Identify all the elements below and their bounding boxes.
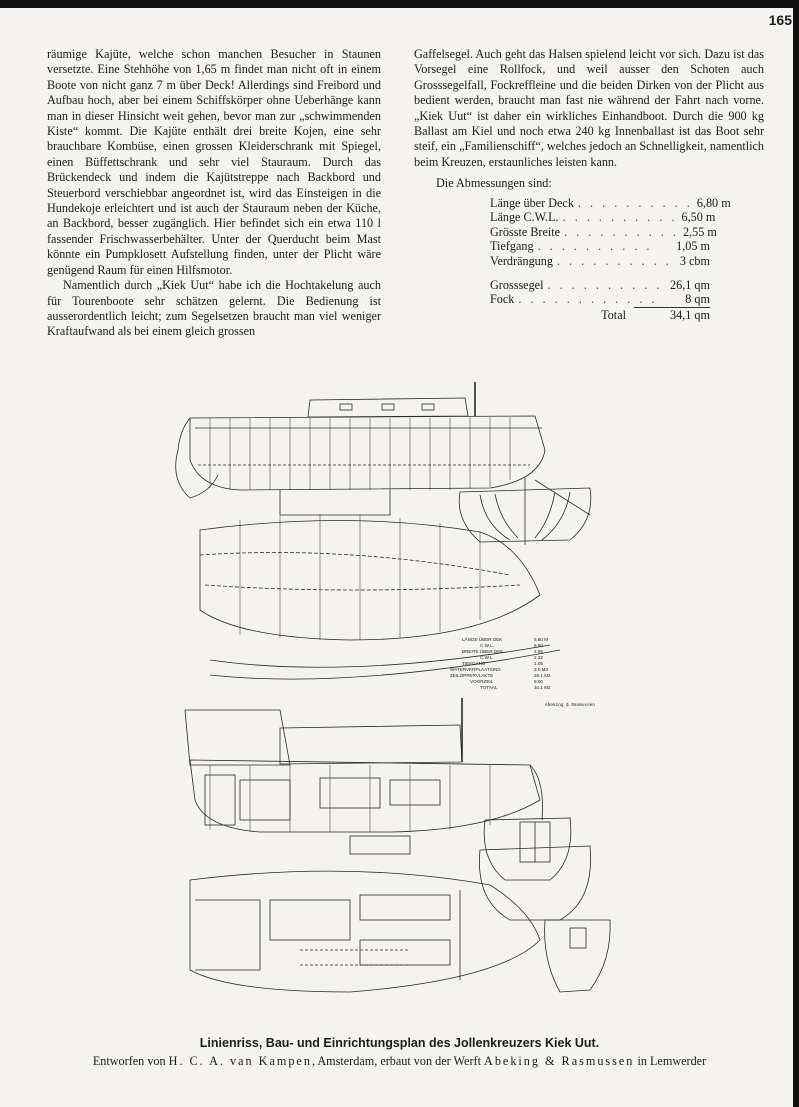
drawing-table-label: TIEFGANG bbox=[462, 661, 486, 666]
right-paragraph-1: Gaffelsegel. Auch geht das Halsen spielend leicht vor sich. Dazu ist das Vorsegel eine Rollfock, und weil ausser den Schoten auch Grosssegelfall, Fockreffleine und die beiden Dirken von der Plicht aus bedient werden, braucht man fast nie während der Fahrt nach vorne. „Kiek Uut“ ist daher ein wirkliches Einhandboot. Durch die 900 kg Ballast am Kiel und noch etwa 240 kg Innenballast ist das Boot sehr steif, ein „Familienschiff“, welches jedoch an Schnelligkeit, namentlich beim Kreuzen, erstaunliches leisten kann. bbox=[414, 47, 764, 169]
dimension-row bbox=[490, 224, 717, 240]
sail-value: 26,1 qm bbox=[670, 277, 710, 292]
leader-dots: . . . . . . . . . . bbox=[564, 224, 679, 239]
sail-row bbox=[490, 292, 710, 307]
dimension-row bbox=[490, 195, 731, 211]
leader-dots: . . . . . . . . . . bbox=[556, 254, 672, 269]
dimension-row bbox=[490, 254, 710, 269]
drawing-table-value: 26.1 M2 bbox=[534, 673, 551, 678]
left-paragraph-2: Namentlich durch „Kiek Uut“ habe ich die Hochtakelung auch für Tourenboote sehr schätzen gelernt. Die Bedienung ist ausserordentlich leicht; zum Segelsetzen braucht man viel weniger Kraftaufwand als bei einem gleich grossen bbox=[47, 278, 381, 339]
caption-designer: H. C. A. van Kampen bbox=[168, 1054, 312, 1068]
leader-dots: . . . . . . . . . . . . bbox=[518, 292, 658, 307]
drawing-data-table bbox=[450, 636, 595, 708]
dimension-label: Tiefgang bbox=[490, 239, 534, 254]
drawing-table-label: ZEILOPPERVLAKTE bbox=[450, 673, 494, 678]
drawing-table-value: 6.80 M bbox=[534, 637, 549, 642]
sail-value: 8 qm bbox=[685, 292, 710, 307]
cross-section-drawings bbox=[479, 818, 610, 992]
total-row bbox=[490, 308, 710, 323]
accommodation-plan-drawing bbox=[190, 871, 540, 992]
scan-top-border bbox=[0, 0, 799, 8]
total-value: 34,1 qm bbox=[670, 307, 710, 322]
left-text-column bbox=[47, 47, 381, 340]
dimension-value: 3 cbm bbox=[679, 254, 710, 269]
dimension-label: Länge C.W.L. bbox=[490, 210, 559, 225]
dimensions-heading: Die Abmessungen sind: bbox=[436, 176, 552, 191]
leader-dots: . . . . . . . . . . bbox=[562, 210, 678, 225]
drawing-table-value: 3.0 M3 bbox=[534, 667, 549, 672]
dimension-value: 1,05 m bbox=[676, 239, 710, 254]
drawing-table-value: 8.00 bbox=[534, 679, 543, 684]
caption-yard: Abeking & Rasmussen bbox=[484, 1054, 635, 1068]
dimension-label: Länge über Deck bbox=[490, 195, 574, 210]
drawing-table-value: 1.05 bbox=[534, 661, 543, 666]
caption-mid: , Amsterdam, erbaut von der Werft bbox=[311, 1054, 481, 1068]
right-text-column bbox=[414, 47, 764, 322]
left-paragraph-1: räumige Kajüte, welche schon manchen Besucher in Staunen versetzte. Eine Stehhöhe von 1,65 m findet man nicht oft in einem Boote von nicht ganz 7 m über Deck! Allerdings sind Freibord und Aufbau hoch, aber bei einem Schiffskörper ohne Ueberhänge kann man in dieser Hinsicht weit gehen, bevor man zur „schwimmenden Kiste“ kommt. Die Kajüte enthält drei breite Kojen, eine sehr brauchbare Kombüse, einen grossen Kleiderschrank mit Spiegel, einen Büffettschrank und sehr viel Stauraum. Durch das Brückendeck und indem die Kajütstreppe nach Backbord und Steuerbord verschiebbar angeordnet ist, wird das Einsteigen in die Hundekoje erleichtert und ist auch der Stauraum neben der Küche, an Backbord, besser zugänglich. Hier befindet sich ein etwa 110 l fassender Frischwasserbehälter. Unter der Querducht beim Mast könnte ein Pumpklosett Aufstellung finden, unter der Plicht wäre genügend Raum für einen Hilfsmotor. bbox=[47, 47, 381, 277]
leader-dots: . . . . . . . . . . bbox=[537, 239, 653, 254]
drawing-table-label: C.W.L. bbox=[480, 643, 494, 648]
scan-right-border bbox=[793, 0, 799, 1107]
total-label: Total bbox=[601, 307, 626, 322]
dimension-row bbox=[490, 239, 710, 254]
profile-drawing bbox=[176, 382, 545, 515]
dimension-label: Verdrängung bbox=[490, 254, 553, 269]
page-number: 165 bbox=[768, 12, 792, 28]
drawing-stamp: Abeking & Rasmussen bbox=[545, 703, 596, 708]
drawing-table-value: 2.32 bbox=[534, 655, 543, 660]
boat-plan-drawings bbox=[150, 380, 650, 1020]
drawing-table-value: 6.50 bbox=[534, 643, 543, 648]
caption-prefix: Entworfen von bbox=[92, 1054, 166, 1068]
dimension-row bbox=[490, 210, 716, 225]
drawing-table-label: VOORZEIL bbox=[470, 679, 494, 684]
construction-plan-drawing bbox=[185, 698, 543, 854]
drawing-table-value: 2.55 bbox=[534, 649, 543, 654]
figure-caption-title: Linienriss, Bau- und Einrichtungsplan des Jollenkreuzers Kiek Uut. bbox=[199, 1036, 600, 1050]
figure-caption-subtitle bbox=[0, 1054, 799, 1069]
drawing-table-label: TOTAAL bbox=[480, 685, 498, 690]
dimension-label: Grösste Breite bbox=[490, 224, 561, 239]
dimension-value: 6,80 m bbox=[696, 195, 731, 210]
leader-dots: . . . . . . . . . . bbox=[547, 277, 663, 292]
drawing-table-value: 34.1 M2 bbox=[534, 685, 551, 690]
lines-plan-drawing bbox=[200, 514, 560, 679]
leader-dots: . . . . . . . . . . bbox=[577, 195, 693, 210]
drawing-table-label: WATERVERPLAATSING bbox=[450, 667, 501, 672]
dimension-value: 6,50 m bbox=[681, 210, 716, 225]
drawing-table-label: LÄNGE ÜBER DEK bbox=[462, 637, 503, 642]
drawing-table-label: BREITE ÜBER DEK bbox=[462, 649, 504, 654]
sail-row bbox=[490, 278, 710, 293]
caption-suffix: in Lemwerder bbox=[637, 1054, 707, 1068]
drawing-table-label: C.W.L. bbox=[480, 655, 494, 660]
dimensions-table bbox=[490, 195, 731, 323]
sail-label: Fock bbox=[490, 292, 515, 307]
sail-label: Grosssegel bbox=[490, 277, 544, 292]
dimension-value: 2,55 m bbox=[682, 224, 717, 239]
